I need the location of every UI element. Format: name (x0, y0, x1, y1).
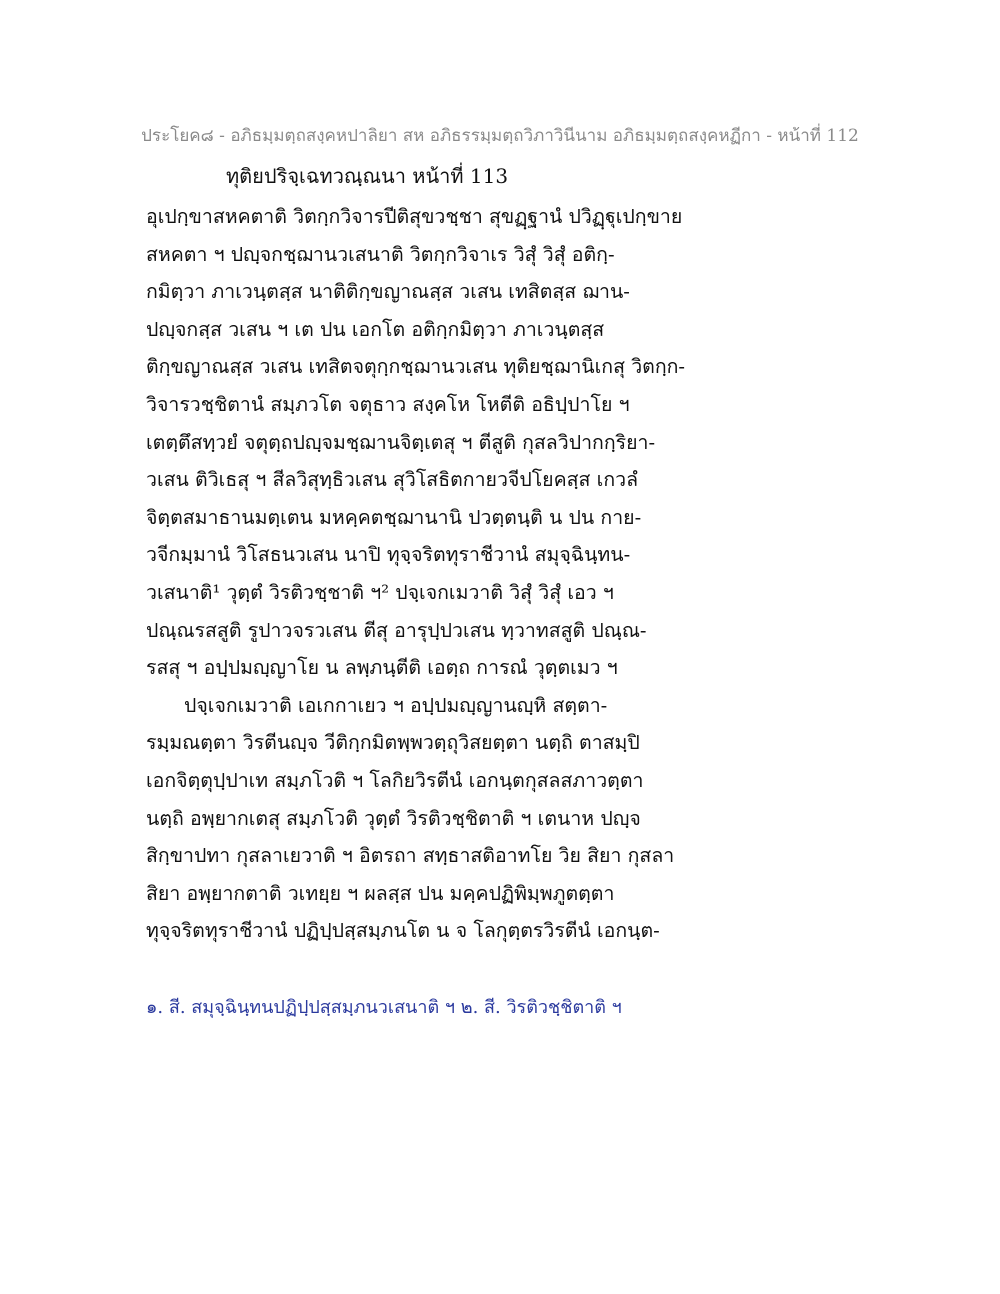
text-line: นตฺถิ อพฺยากเตสุ สมฺภโวติ วุตฺตํ วิรติวชฺชิตาติ ฯ เตนาห ปญฺจ (146, 806, 641, 830)
text-line: ปญฺจกสฺส วเสน ฯ เต ปน เอกโต อติกฺกมิตฺวา ภาเวนฺตสฺส (146, 317, 605, 341)
text-line: วิจารวชฺชิตานํ สมฺภวโต จตุธาว สงฺคโห โหตีติ อธิปฺปาโย ฯ (146, 392, 630, 416)
text-line: รมฺมณตฺตา วิรตีนญฺจ วีติกฺกมิตพฺพวตฺถุวิสยตฺตา นตฺถิ ตาสมฺปิ (146, 731, 640, 755)
text-line: กมิตฺวา ภาเวนฺตสฺส นาติติกฺขญาณสฺส วเสน เทสิตสฺส ฌาน- (146, 280, 630, 304)
text-line: ทุจฺจริตทุราชีวานํ ปฏิปฺปสฺสมฺภนโต น จ โลกุตฺตรวิรตีนํ เอกนฺต- (146, 919, 660, 943)
text-line: สิยา อพฺยากตาติ วเทยฺย ฯ ผลสฺส ปน มคฺคปฏิพิมฺพภูตตฺตา (146, 881, 615, 905)
footnote: ๑. สี. สมุจฺฉินฺทนปฏิปฺปสฺสมฺภนวเสนาติ ฯ ๒. สี. วิรติวชฺชิตาติ ฯ (146, 997, 622, 1018)
body-text (146, 198, 746, 950)
text-line: วเสนาติ¹ วุตฺตํ วิรติวชฺชาติ ฯ² ปจฺเจกเมวาติ วิสุํ วิสุํ เอว ฯ (146, 580, 614, 604)
running-header: ประโยค๘ - อภิธมฺมตฺถสงฺคหปาลิยา สห อภิธรรมฺมตฺถวิภาวินีนาม อภิธมฺมตฺถสงฺคหฏีกา - หน้าที่ 112 (141, 126, 859, 146)
text-line: วจีกมฺมานํ วิโสธนวเสน นาปิ ทุจฺจริตทุราชีวานํ สมุจฺฉินฺทน- (146, 543, 631, 567)
text-line: เอกจิตฺตุปฺปาเท สมฺภโวติ ฯ โลกิยวิรตีนํ เอกนฺตกุสลสภาวตฺตา (146, 768, 644, 792)
paragraph-start-line: ปจฺเจกเมวาติ เอเกกาเยว ฯ อปฺปมญฺญานญฺหิ สตฺตา- (184, 693, 608, 717)
text-line: สิกฺขาปทา กุสลาเยวาติ ฯ อิตรถา สทฺธาสติอาทโย วิย สิยา กุสลา (146, 844, 675, 868)
text-line: ปณฺณรสสูติ รูปาวจรวเสน ตีสุ อารุปฺปวเสน ทฺวาทสสูติ ปณฺณ- (146, 618, 647, 642)
section-subtitle: ทุติยปริจฺเฉทวณฺณนา หน้าที่ 113 (226, 164, 509, 188)
text-line: ติกฺขญาณสฺส วเสน เทสิตจตุกฺกชฺฌานวเสน ทุติยชฺฌานิเกสุ วิตกฺก- (146, 355, 686, 379)
text-line: รสสุ ฯ อปฺปมญฺญาโย น ลพฺภนฺตีติ เอตฺถ การณํ วุตฺตเมว ฯ (146, 656, 618, 680)
text-line: จิตฺตสมาธานมตฺเตน มหคฺคตชฺฌานานิ ปวตฺตนฺติ น ปน กาย- (146, 505, 642, 529)
text-line: อุเปกฺขาสหคตาติ วิตกฺกวิจารปีติสุขวชฺชา สุขฏฺฐานํ ปวิฏฺฐุเปกฺขาย (146, 205, 683, 228)
text-line: สหคตา ฯ ปญฺจกชฺฌานวเสนาติ วิตกฺกวิจาเร วิสุํ วิสุํ อติกฺ- (146, 242, 615, 266)
text-line: วเสน ติวิเธสุ ฯ สีลวิสุทฺธิวเสน สุวิโสธิตกายวจีปโยคสฺส เกวลํ (146, 468, 639, 492)
text-line: เตตฺตึสทฺวยํ จตุตฺถปญฺจมชฺฌานจิตฺเตสุ ฯ ตีสูติ กุสลวิปากกฺริยา- (146, 430, 656, 454)
